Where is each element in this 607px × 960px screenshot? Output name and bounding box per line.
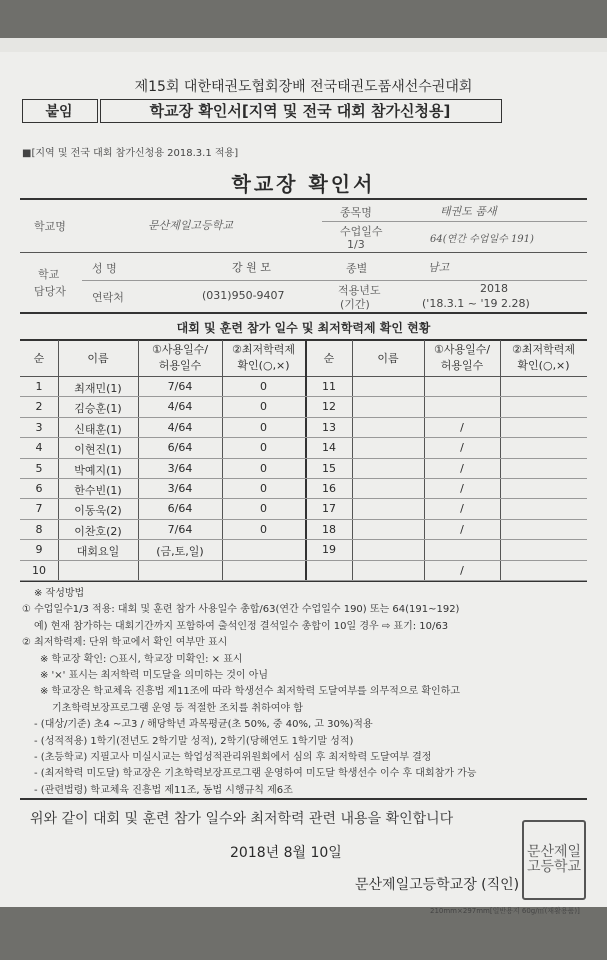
row-number-right: 15 xyxy=(322,461,336,475)
table-header-rule xyxy=(20,376,587,377)
athlete-name: 이현진(1) xyxy=(74,443,122,457)
instruction-line: - (성적적용) 1학기(전년도 2학기말 성적), 2학기(당해연도 1학기말 성적) xyxy=(34,735,354,747)
info-inner-rule xyxy=(322,221,587,222)
class-days-ratio: 1/3 xyxy=(347,238,365,251)
days-used: 7/64 xyxy=(167,380,193,393)
athlete-name: 최재민(1) xyxy=(74,382,122,395)
row-rule xyxy=(20,437,587,438)
min-academic-check: 0 xyxy=(260,461,267,475)
contact-value: (031)950-9407 xyxy=(202,289,285,302)
days-used-right: / xyxy=(460,502,464,516)
row-number-right: 14 xyxy=(322,441,336,455)
info-bottom-rule xyxy=(20,312,587,314)
row-rule xyxy=(20,478,587,479)
instruction-line: 기초학력보장프로그램 운영 등 적절한 조치를 취하여야 함 xyxy=(52,702,303,714)
col-divider xyxy=(424,340,425,580)
days-used: 6/64 xyxy=(167,502,193,516)
contact-label: 연락처 xyxy=(92,291,124,304)
confirm-rule xyxy=(20,798,587,800)
row-rule xyxy=(20,560,587,561)
min-academic-check: 0 xyxy=(260,420,267,434)
official-seal: 문산제일고등학교 xyxy=(522,820,586,900)
name-label: 성 명 xyxy=(92,262,117,275)
row-rule xyxy=(20,396,587,397)
header-days-right-2: 허용일수 xyxy=(440,359,484,372)
header-name-right: 이름 xyxy=(377,352,399,365)
min-academic-check: 0 xyxy=(260,482,267,495)
header-days: ①사용일수/ xyxy=(151,343,209,356)
col-divider xyxy=(500,340,501,580)
instruction-line: - (관련법령) 학교체육 진흥법 제11조, 동법 시행규칙 제6조 xyxy=(34,784,293,796)
instruction-line: - (최저학력 미도달) 학교장은 기초학력보장프로그램 운영하여 미도달 학생선수 이수 후 대회참가 가능 xyxy=(34,768,477,780)
principal-signature: 문산제일고등학교장 (직인) xyxy=(355,877,520,893)
athlete-name: 신태훈(1) xyxy=(74,422,122,436)
school-value: 문산제일고등학교 xyxy=(148,219,234,232)
row-number: 1 xyxy=(35,380,43,393)
athlete-name: 김승훈(1) xyxy=(74,402,122,416)
instruction-line: ※ '×' 표시는 최저학력 미도달을 의미하는 것이 아님 xyxy=(40,670,269,681)
days-used: 4/64 xyxy=(167,400,193,414)
row-number: 5 xyxy=(35,461,43,475)
instruction-line: ① 수업일수1/3 적용: 대회 및 훈련 참가 사용일수 총합/63(연간 수업일수 190) 또는 64(191~192) xyxy=(22,604,460,616)
apply-note: ■[지역 및 전국 대회 참가신청용 2018.3.1 적용] xyxy=(22,148,239,159)
instruction-line: 예) 현재 참가하는 대회기간까지 포함하여 출석인정 결석일수 총합이 10일 경우 ⇨ 표기: 10/63 xyxy=(34,620,449,632)
info-mid-rule xyxy=(20,252,587,253)
header-min-2: 확인(○,×) xyxy=(237,359,290,372)
col-divider xyxy=(352,340,353,580)
row-number: 3 xyxy=(35,420,43,434)
row-number-right: 17 xyxy=(322,502,336,516)
form-title: 학교장 확인서 xyxy=(231,172,376,196)
header-min-right-2: 확인(○,×) xyxy=(517,359,570,372)
athlete-name: 이동욱(2) xyxy=(74,504,122,518)
row-rule xyxy=(20,519,587,520)
row-number: 9 xyxy=(35,543,43,557)
days-used: 6/64 xyxy=(167,441,193,455)
row-number-right: 19 xyxy=(322,543,336,557)
manager-label-2: 담당자 xyxy=(34,285,66,298)
row-number-right: 11 xyxy=(322,380,336,393)
header-seq-right: 순 xyxy=(323,352,335,365)
row-rule xyxy=(20,539,587,540)
event-label: 종목명 xyxy=(340,206,372,219)
days-used-right: / xyxy=(460,441,464,455)
confirmation-date: 2018년 8월 10일 xyxy=(230,845,342,861)
days-used: 3/64 xyxy=(167,482,193,495)
row-number-right: 16 xyxy=(322,482,336,495)
table-title: 대회 및 훈련 참가 일수 및 최저학력제 확인 현황 xyxy=(176,321,431,335)
instruction-line: ※ 학교장 확인: ○표시, 학교장 미확인: × 표시 xyxy=(40,653,243,665)
days-used-right: / xyxy=(460,563,464,577)
instruction-line: ※ 학교장은 학교체육 진흥법 제11조에 따라 학생선수 최저학력 도달여부를 의무적으로 확인하고 xyxy=(40,686,460,698)
athlete-name: 한수빈(1) xyxy=(74,484,122,497)
header-min: ②최저학력제 xyxy=(232,343,295,356)
gender-label: 종별 xyxy=(346,262,368,275)
row-number: 8 xyxy=(35,522,43,536)
row-number: 4 xyxy=(35,441,43,455)
confirmation-text: 위와 같이 대회 및 훈련 참가 일수와 최저학력 관련 내용을 확인합니다 xyxy=(30,811,454,827)
apply-period-value: ('18.3.1 ~ '19 2.28) xyxy=(422,297,530,310)
athlete-name: 이찬호(2) xyxy=(74,524,122,538)
event-title: 제15회 대한태권도협회장배 전국태권도품새선수권대회 xyxy=(134,79,473,95)
row-number: 10 xyxy=(32,563,46,577)
row-number-right: 13 xyxy=(322,420,336,434)
header-min-right: ②최저학력제 xyxy=(512,343,575,356)
paper-spec: 210mm×297mm[일반용지 60g/㎡(재활용품)] xyxy=(430,907,580,915)
athlete-name: 박예지(1) xyxy=(74,463,122,477)
subtitle: 학교장 확인서[지역 및 전국 대회 참가신청용] xyxy=(149,102,451,120)
event-value: 태권도 품새 xyxy=(440,205,497,218)
instruction-line: - (초등학교) 지필고사 미실시교는 학업성적관리위원회에서 심의 후 최저학력 도달여부 결정 xyxy=(34,752,432,763)
days-used-right: / xyxy=(460,522,464,536)
min-academic-check: 0 xyxy=(260,380,267,393)
apply-year-value: 2018 xyxy=(480,282,508,295)
row-rule xyxy=(20,580,587,581)
col-divider xyxy=(222,340,223,580)
header-days-right: ①사용일수/ xyxy=(433,343,491,356)
min-academic-check: 0 xyxy=(260,400,267,414)
header-days-2: 허용일수 xyxy=(158,359,202,372)
apply-year-label: 적용년도 xyxy=(338,284,381,297)
attachment-label: 붙임 xyxy=(45,104,73,120)
athlete-name: 대회요일 xyxy=(76,545,120,559)
header-seq: 순 xyxy=(33,352,45,365)
days-used-right: / xyxy=(460,482,464,495)
min-academic-check: 0 xyxy=(260,522,267,536)
days-used: (금,토,일) xyxy=(156,545,204,559)
row-rule xyxy=(20,417,587,418)
days-used: 3/64 xyxy=(167,461,193,475)
row-number-right: 12 xyxy=(322,400,336,414)
min-academic-check: 0 xyxy=(260,441,267,455)
days-used-right: / xyxy=(460,420,464,434)
info-top-rule xyxy=(20,198,587,200)
instruction-line: - (대상/기준) 초4 ~고3 / 해당학년 과목평균(초 50%, 중 40%, 고 30%)적용 xyxy=(34,719,373,731)
row-rule xyxy=(20,458,587,459)
gender-value: 남고 xyxy=(428,261,450,274)
days-used: 4/64 xyxy=(167,420,193,434)
instruction-line: ② 최저학력제: 단위 학교에서 확인 여부만 표시 xyxy=(22,637,228,649)
row-number: 7 xyxy=(35,502,43,516)
instruction-line: ※ 작성방법 xyxy=(34,588,85,599)
school-label: 학교명 xyxy=(34,220,66,233)
class-days-label: 수업일수 xyxy=(340,225,383,238)
header-name: 이름 xyxy=(87,352,109,365)
row-rule xyxy=(20,498,587,499)
min-academic-check: 0 xyxy=(260,502,267,516)
row-number-right: 18 xyxy=(322,522,336,536)
apply-year-period-label: (기간) xyxy=(340,298,370,311)
row-number: 2 xyxy=(35,400,43,414)
name-value: 강 원 모 xyxy=(232,261,271,274)
class-days-value: 64(연간 수업일수 191) xyxy=(430,234,534,245)
info-inner-rule-2 xyxy=(82,280,587,281)
manager-label: 학교 xyxy=(38,268,60,281)
days-used-right: / xyxy=(460,461,464,475)
row-number: 6 xyxy=(35,482,43,495)
days-used: 7/64 xyxy=(167,522,193,536)
